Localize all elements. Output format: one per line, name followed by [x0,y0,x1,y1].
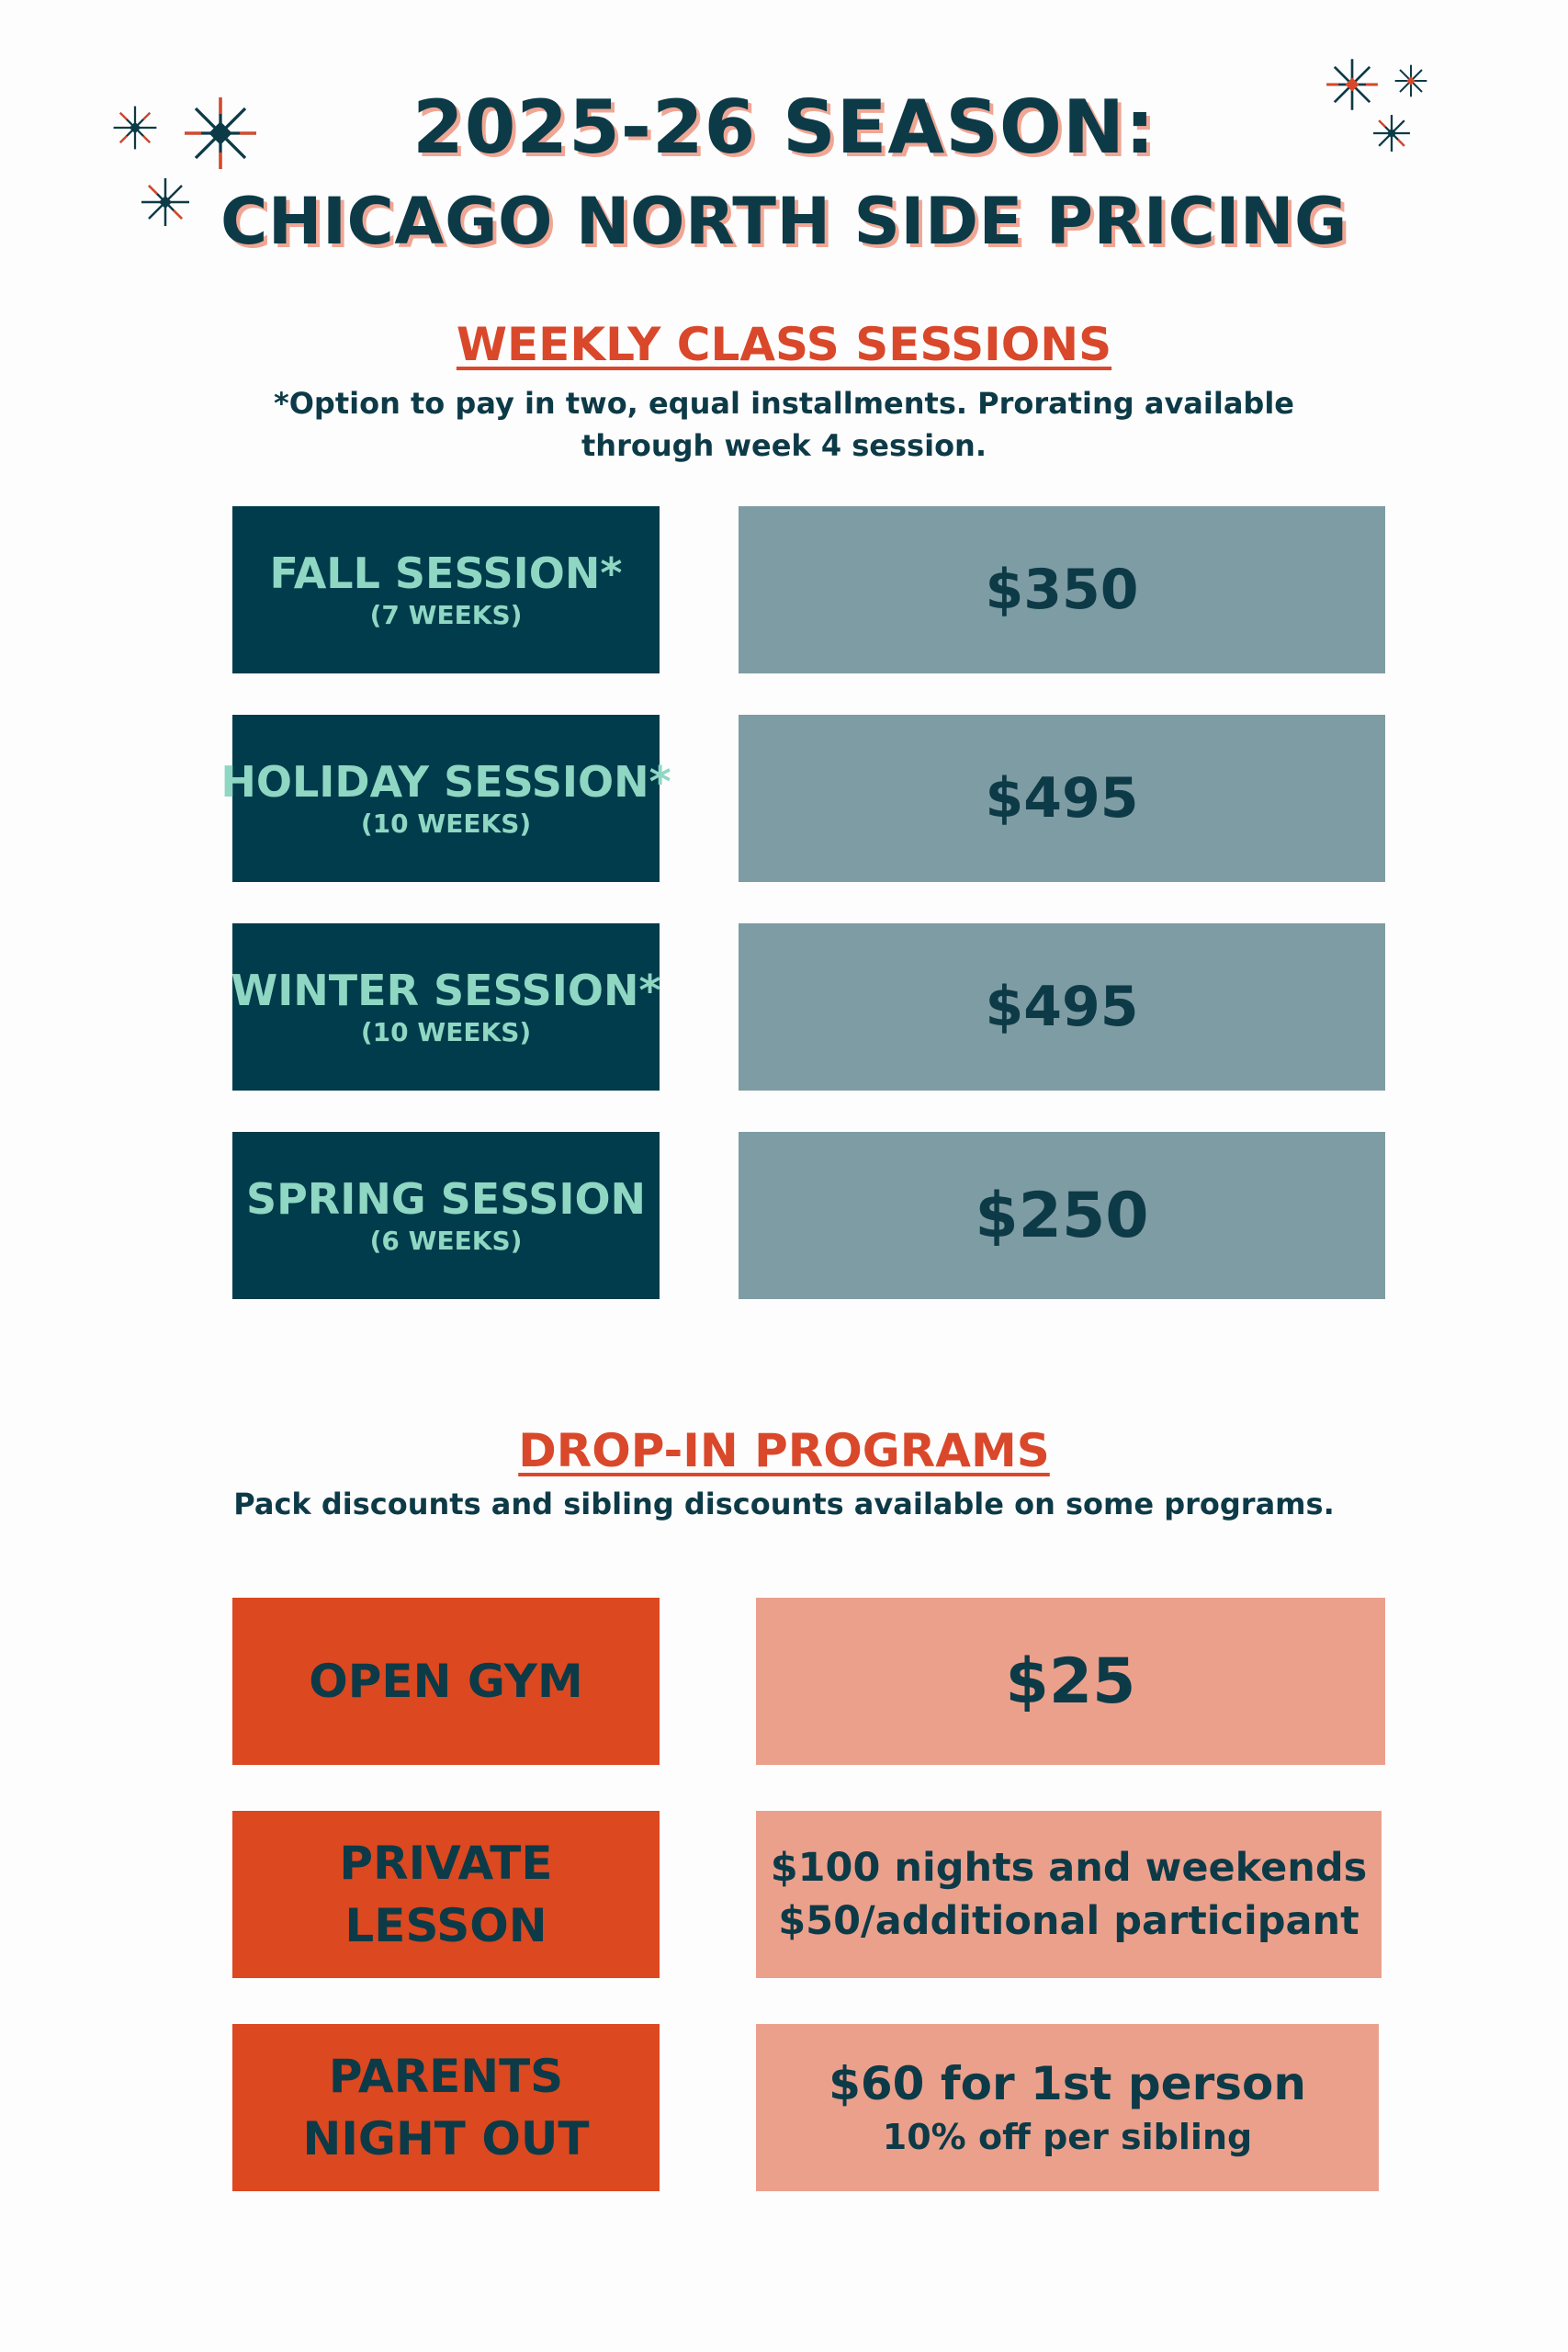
session-price-fall: $350 [739,506,1385,673]
weekly-sessions-heading: WEEKLY CLASS SESSIONS [456,318,1112,371]
session-label-holiday: HOLIDAY SESSION* (10 WEEKS) [232,715,660,882]
session-label-fall: FALL SESSION* (7 WEEKS) [232,506,660,673]
program-price-open-gym: $25 [756,1598,1385,1765]
program-price-parents-night-out: $60 for 1st person 10% off per sibling [756,2024,1379,2191]
program-price-private-lesson: $100 nights and weekends $50/additional participant [756,1811,1382,1978]
program-label-private-lesson: PRIVATE LESSON [232,1811,660,1978]
page-title: 2025-26 SEASON: [412,85,1156,170]
session-label-winter: WINTER SESSION* (10 WEEKS) [232,923,660,1091]
dropin-programs-note: Pack discounts and sibling discounts available on some programs. [233,1487,1335,1521]
session-price-holiday: $495 [739,715,1385,882]
weekly-sessions-note: *Option to pay in two, equal installments. Prorating available through week 4 session. [273,386,1294,463]
dropin-programs-heading: DROP-IN PROGRAMS [518,1424,1050,1477]
session-price-spring: $250 [739,1132,1385,1299]
program-label-parents-night-out: PARENTS NIGHT OUT [232,2024,660,2191]
session-price-winter: $495 [739,923,1385,1091]
page-subtitle: CHICAGO NORTH SIDE PRICING [220,184,1348,259]
program-label-open-gym: OPEN GYM [232,1598,660,1765]
session-label-spring: SPRING SESSION (6 WEEKS) [232,1132,660,1299]
